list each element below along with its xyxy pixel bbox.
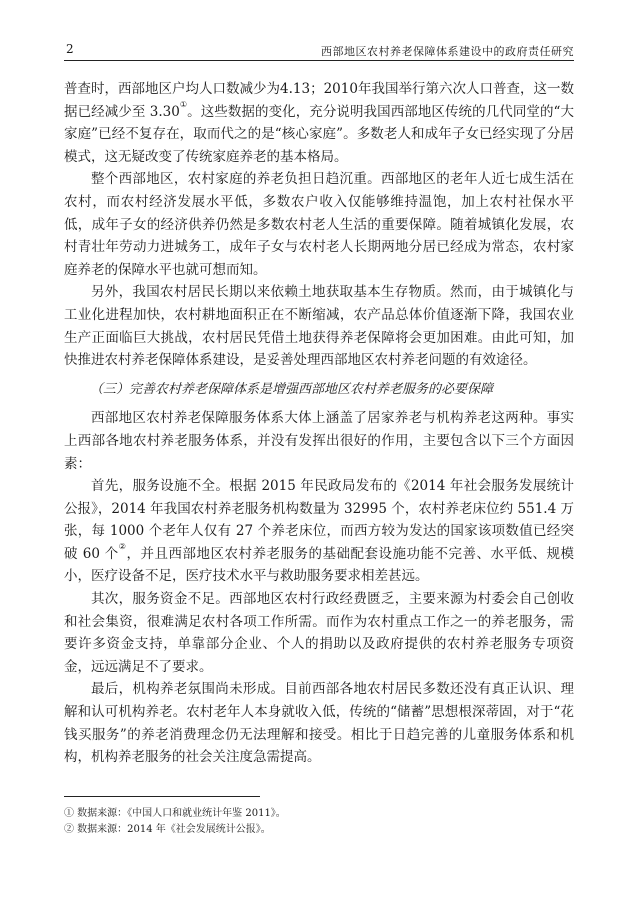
footnotes [64, 806, 574, 838]
paragraph-3: 另外，我国农村居民长期以来依赖土地获取基本生存物质。然而，由于城镇化与工业化进程加快，农村耕地面积正在不断缩减，农产品总体价值逐渐下降，我国农业生产正面临巨大挑战，农村居民凭借土地获得养老保障将会更加困难。由此可知，加快推进农村养老保障体系建设，是妥善处理西部地区农村养老问题的有效途径。 [64, 284, 574, 369]
page-header [64, 40, 574, 61]
body-text [64, 78, 574, 769]
footnote-ref-1[interactable]: ① [179, 99, 188, 109]
page-number: 2 [66, 42, 74, 56]
footnote-2: ② 数据来源：2014 年《社会发展统计公报》。 [64, 824, 271, 835]
paragraph-7: 最后，机构养老氛围尚未形成。目前西部各地农村居民多数还没有真正认识、理解和认可机构养老。农村老年人本身就收入低，传统的“储蓄”思想根深蒂固，对于“花钱买服务”的养老消费理念仍无法理解和接受。相比于日趋完善的儿童服务体系和机构，机构养老服务的社会关注度急需提高。 [64, 681, 574, 766]
paragraph-1: 普查时，西部地区户均人口数减少为4.13；2010年我国举行第六次人口普查，这一数据已经减少至 3.30①。这些数据的变化，充分说明我国西部地区传统的几代同堂的“大家庭”已经不复存在，取而代之的是“核心家庭”。多数老人和成年子女已经实现了分居模式，这无疑改变了传统家庭养老的基本格局。 [64, 81, 574, 165]
paragraph-6: 其次，服务资金不足。西部地区农村行政经费匮乏，主要来源为村委会自己创收和社会集资，很难满足农村各项工作所需。而作为农村重点工作之一的养老服务，需要许多资金支持，单靠部分企业、个人的捐助以及政府提供的农村养老服务专项资金，远远满足不了要求。 [64, 591, 574, 675]
footnote-1: ① 数据来源：《中国人口和就业统计年鉴 2011》。 [64, 808, 286, 819]
paragraph-5: 首先，服务设施不全。根据 2015 年民政局发布的《2014 年社会服务发展统计公报》，2014 年我国农村养老服务机构数量为 32995 个，农村养老床位约 551.4 万张，每 1000 个老年人仅有 27 个养老床位，而西方较为发达的国家该项数值已经突破 60 个②，并且西部地区农村养老服务的基础配套设施功能不完善、水平低、规模小，医疗设备不足，医疗技术水平与救助服务要求相差甚远。 [64, 478, 575, 585]
section-heading: （三）完善农村养老保障体系是增强西部地区农村养老服务的必要保障 [90, 381, 494, 397]
running-title: 西部地区农村养老保障体系建设中的政府责任研究 [321, 45, 574, 58]
paragraph-2: 整个西部地区，农村家庭的养老负担日趋沉重。西部地区的老年人近七成生活在农村，而农村经济发展水平低，多数农户收入仅能够维持温饱，加上农村社保水平低，成年子女的经济供养仍然是多数农村老人生活的重要保障。随着城镇化发展，农村青壮年劳动力进城务工，成年子女与农村老人长期两地分居已经成为常态，农村家庭养老的保障水平也就可想而知。 [64, 171, 574, 278]
footnote-ref-2[interactable]: ② [118, 541, 127, 551]
footnote-divider [64, 796, 260, 797]
paragraph-4: 西部地区农村养老保障服务体系大体上涵盖了居家养老与机构养老这两种。事实上西部各地农村养老服务体系，并没有发挥出很好的作用，主要包含以下三个方面因素： [64, 410, 574, 472]
